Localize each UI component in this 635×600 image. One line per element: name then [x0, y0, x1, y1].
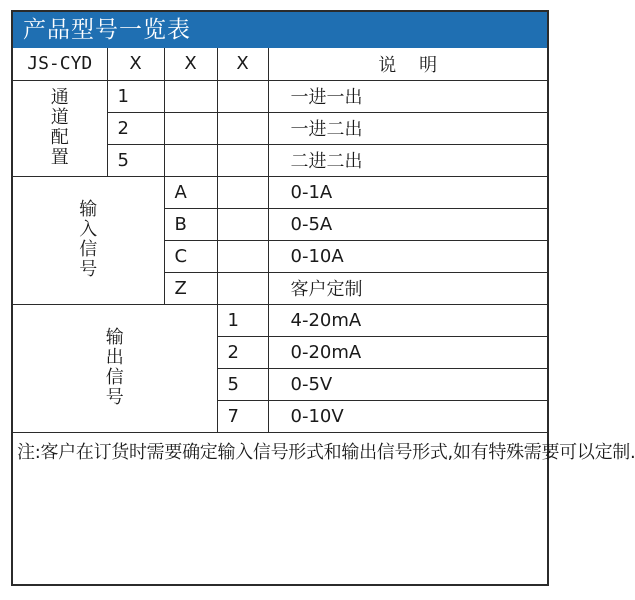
input-group-label [13, 176, 164, 304]
output-label-text: 输出信号 [105, 327, 124, 408]
input-code: A [164, 176, 217, 208]
order-note: 注:客户在订货时需要确定输入信号形式和输出信号形式,如有特殊需要可以定制. [13, 432, 547, 470]
empty-cell [164, 112, 217, 144]
channel-group-label [13, 80, 107, 176]
empty-cell [164, 144, 217, 176]
model-table-sheet [11, 10, 635, 586]
input-desc: 0-10A [268, 240, 547, 272]
input-code: B [164, 208, 217, 240]
input-label-text: 输入信号 [79, 199, 98, 280]
empty-cell [217, 176, 268, 208]
header-description: 说 明 [268, 48, 547, 80]
header-x-input: X [164, 48, 217, 80]
header-x-channel: X [107, 48, 164, 80]
empty-cell [217, 112, 268, 144]
table-row [13, 80, 547, 112]
channel-code: 2 [107, 112, 164, 144]
model-spec-table [13, 48, 635, 470]
input-desc: 0-1A [268, 176, 547, 208]
empty-cell [164, 80, 217, 112]
output-group-label [13, 304, 217, 432]
channel-label-text: 通道配置 [50, 87, 69, 168]
note-row [13, 432, 547, 470]
empty-cell [217, 208, 268, 240]
empty-cell [217, 80, 268, 112]
header-model: JS-CYD [13, 48, 107, 80]
output-desc: 0-10V [268, 400, 547, 432]
output-desc: 0-20mA [268, 336, 547, 368]
empty-cell [217, 240, 268, 272]
input-code: Z [164, 272, 217, 304]
channel-desc: 二进二出 [268, 144, 547, 176]
empty-cell [217, 144, 268, 176]
output-code: 1 [217, 304, 268, 336]
input-desc: 客户定制 [268, 272, 547, 304]
output-desc: 4-20mA [268, 304, 547, 336]
header-row [13, 48, 547, 80]
output-desc: 0-5V [268, 368, 547, 400]
output-code: 2 [217, 336, 268, 368]
channel-code: 5 [107, 144, 164, 176]
channel-desc: 一进一出 [268, 80, 547, 112]
output-code: 7 [217, 400, 268, 432]
output-code: 5 [217, 368, 268, 400]
input-code: C [164, 240, 217, 272]
channel-code: 1 [107, 80, 164, 112]
empty-cell [217, 272, 268, 304]
table-row [13, 176, 547, 208]
header-x-output: X [217, 48, 268, 80]
table-row [13, 304, 547, 336]
table-title-banner: 产品型号一览表 [13, 12, 547, 48]
channel-desc: 一进二出 [268, 112, 547, 144]
input-desc: 0-5A [268, 208, 547, 240]
